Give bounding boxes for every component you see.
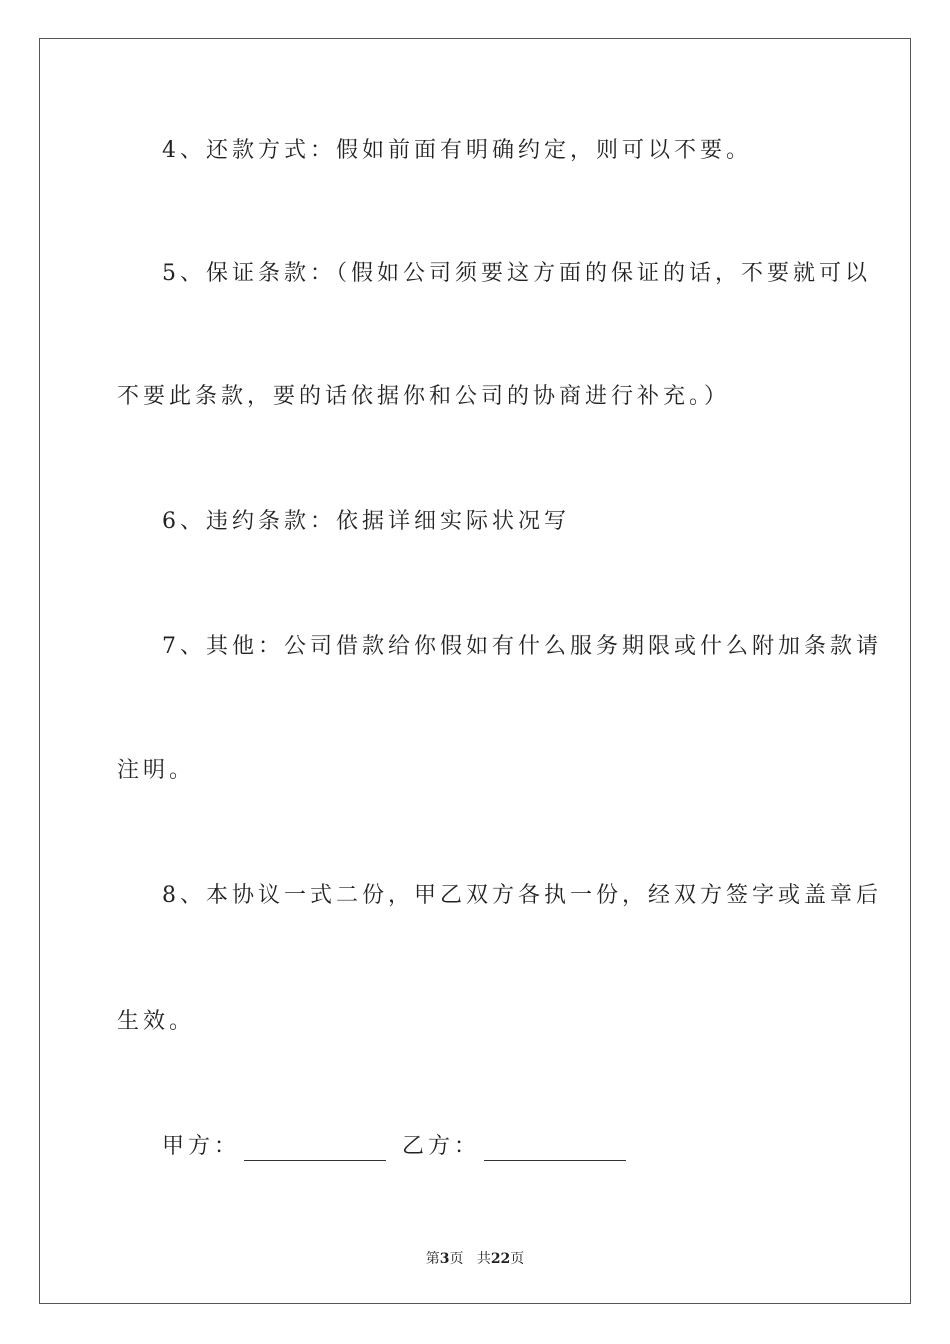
clause-4-line-1: 4、还款方式：假如前面有明确约定，则可以不要。 xyxy=(162,138,752,163)
signature-row xyxy=(162,1133,642,1161)
clause-6-line-1: 6、违约条款：依据详细实际状况写 xyxy=(162,509,570,534)
page-number: 3 xyxy=(439,1251,450,1267)
clause-5-line-2: 不要此条款，要的话依据你和公司的协商进行补充。） xyxy=(117,384,731,409)
party-a-label: 甲方： xyxy=(162,1134,241,1159)
total-suffix: 页 xyxy=(510,1251,525,1267)
total-pages: 22 xyxy=(490,1251,511,1267)
page-prefix: 第 xyxy=(425,1251,440,1267)
clause-7-line-1: 7、其他：公司借款给你假如有什么服务期限或什么附加条款请 xyxy=(162,634,882,659)
clause-5-line-1: 5、保证条款：（假如公司须要这方面的保证的话，不要就可以 xyxy=(162,261,871,286)
party-b-label: 乙方： xyxy=(402,1134,481,1159)
party-b-signature-blank xyxy=(484,1138,626,1161)
page-border xyxy=(39,38,911,1304)
party-a-signature-blank xyxy=(244,1138,386,1161)
page-footer xyxy=(0,1248,950,1268)
clause-7-line-2: 注明。 xyxy=(117,758,196,783)
total-prefix: 共 xyxy=(476,1251,491,1267)
clause-8-line-2: 生效。 xyxy=(117,1009,196,1034)
page-suffix: 页 xyxy=(449,1251,464,1267)
clause-8-line-1: 8、本协议一式二份，甲乙双方各执一份，经双方签字或盖章后 xyxy=(162,883,882,908)
